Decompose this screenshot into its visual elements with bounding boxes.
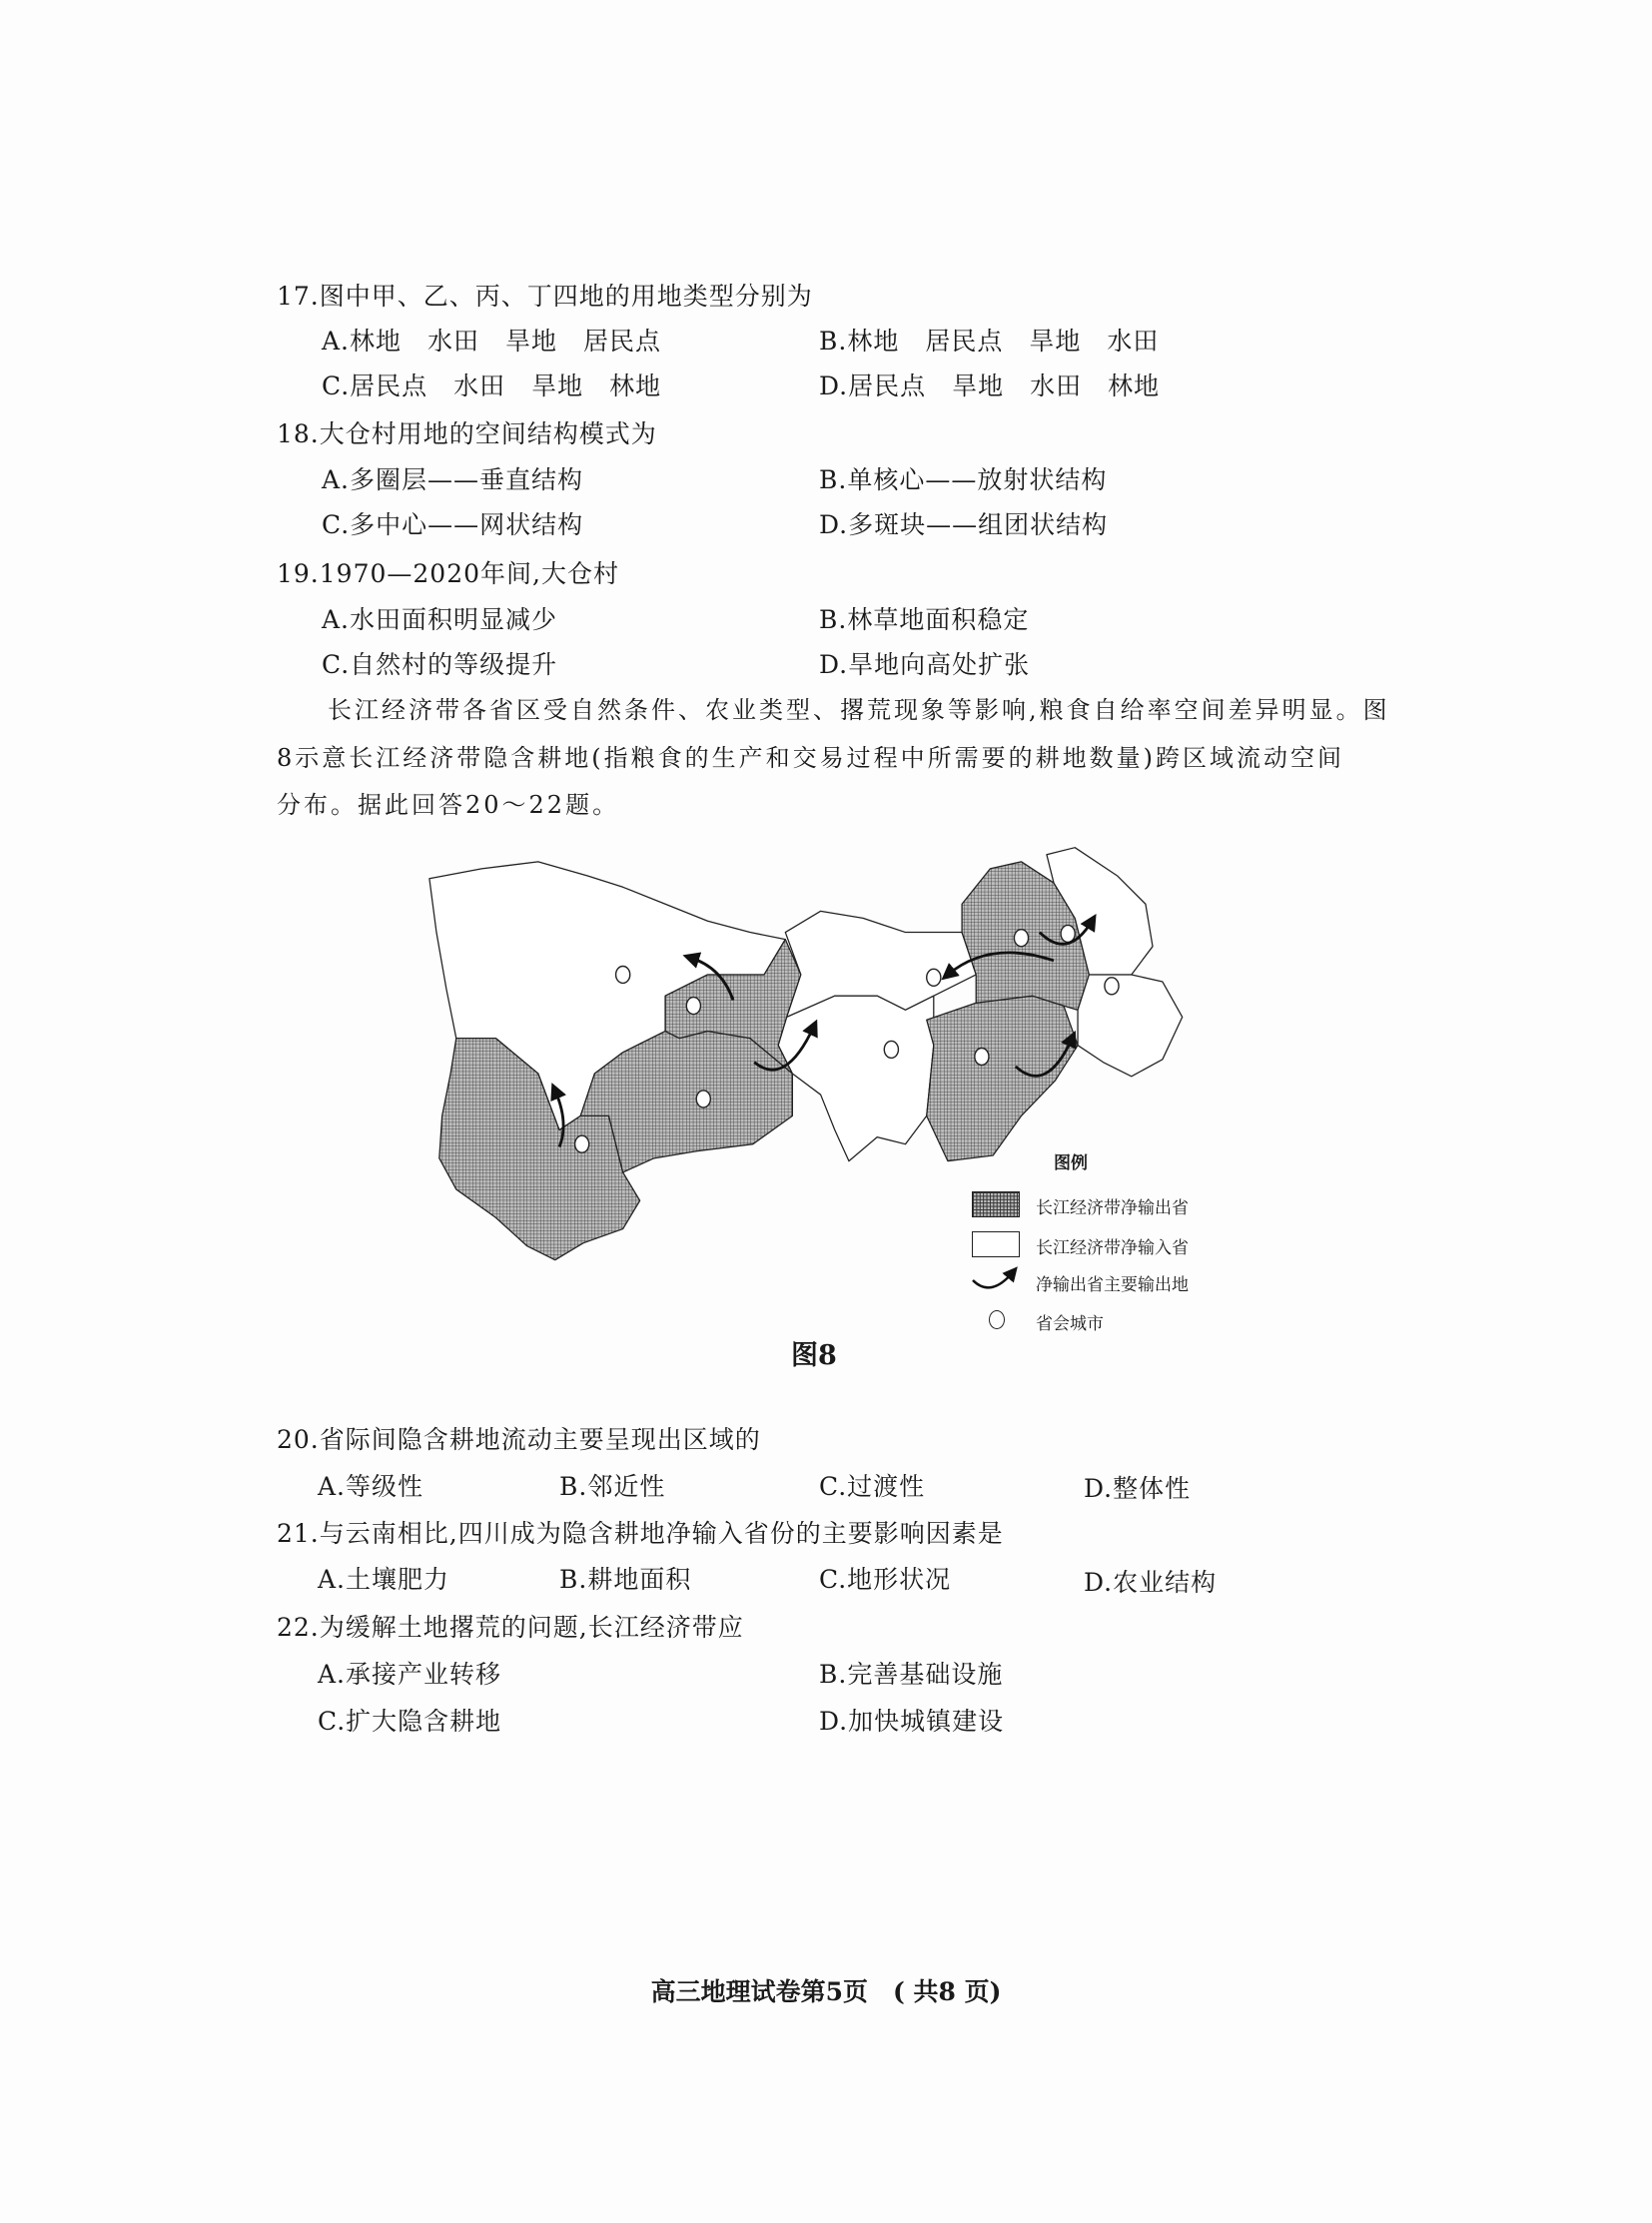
question-17-stem: 17.图中甲、乙、丙、丁四地的用地类型分别为 bbox=[277, 282, 813, 311]
capital-city-marker bbox=[1061, 925, 1075, 942]
question-19-option-d: D.旱地向高处扩张 bbox=[819, 650, 1031, 679]
province-zhejiang-shanghai bbox=[1078, 975, 1183, 1077]
passage-line-3: 分布。据此回答20～22题。 bbox=[277, 791, 620, 819]
question-18-option-a: A.多圈层——垂直结构 bbox=[322, 465, 584, 494]
capital-city-marker bbox=[616, 966, 630, 983]
question-22-option-a: A.承接产业转移 bbox=[318, 1660, 502, 1689]
question-22-option-c: C.扩大隐含耕地 bbox=[318, 1707, 502, 1736]
question-20-option-a: A.等级性 bbox=[318, 1472, 424, 1501]
question-21-option-c: C.地形状况 bbox=[819, 1565, 952, 1594]
capital-city-marker bbox=[1105, 978, 1119, 995]
legend-swatch-net-import bbox=[972, 1231, 1020, 1257]
question-19-option-c: C.自然村的等级提升 bbox=[322, 650, 558, 679]
question-22-stem: 22.为缓解土地撂荒的问题,长江经济带应 bbox=[277, 1613, 744, 1642]
question-22-option-d: D.加快城镇建设 bbox=[819, 1707, 1005, 1736]
question-18-option-b: B.单核心——放射状结构 bbox=[819, 465, 1108, 494]
question-18-stem: 18.大仓村用地的空间结构模式为 bbox=[277, 419, 657, 448]
legend-label-capital-city: 省会城市 bbox=[1036, 1314, 1104, 1334]
question-18-option-d: D.多斑块——组团状结构 bbox=[819, 510, 1109, 539]
capital-city-marker bbox=[1014, 930, 1028, 947]
legend-title: 图例 bbox=[1054, 1153, 1088, 1173]
question-19-option-a: A.水田面积明显减少 bbox=[322, 605, 558, 634]
question-20-option-d: D.整体性 bbox=[1084, 1474, 1192, 1503]
question-21-option-d: D.农业结构 bbox=[1084, 1568, 1218, 1597]
question-21-stem: 21.与云南相比,四川成为隐含耕地净输入省份的主要影响因素是 bbox=[277, 1519, 1004, 1548]
province-jiangxi bbox=[927, 996, 1078, 1160]
legend-label-net-export: 长江经济带净输出省 bbox=[1036, 1198, 1189, 1218]
question-21-option-b: B.耕地面积 bbox=[559, 1565, 692, 1594]
capital-city-marker bbox=[884, 1041, 898, 1058]
question-18-option-c: C.多中心——网状结构 bbox=[322, 510, 584, 539]
legend-swatch-net-export bbox=[972, 1191, 1020, 1217]
question-22-option-b: B.完善基础设施 bbox=[819, 1660, 1004, 1689]
question-19-option-b: B.林草地面积稳定 bbox=[819, 605, 1030, 634]
capital-city-marker bbox=[686, 998, 700, 1015]
question-17-option-d: D.居民点 旱地 水田 林地 bbox=[819, 371, 1161, 400]
capital-city-marker bbox=[696, 1091, 710, 1108]
passage-line-2: 8示意长江经济带隐含耕地(指粮食的生产和交易过程中所需要的耕地数量)跨区域流动空间 bbox=[277, 744, 1344, 772]
question-20-option-b: B.邻近性 bbox=[559, 1472, 666, 1501]
legend-circle-icon bbox=[989, 1310, 1005, 1329]
figure-caption: 图8 bbox=[791, 1340, 837, 1371]
question-17-option-b: B.林地 居民点 旱地 水田 bbox=[819, 327, 1160, 356]
legend-label-net-import: 长江经济带净输入省 bbox=[1036, 1238, 1189, 1258]
passage-line-1: 长江经济带各省区受自然条件、农业类型、撂荒现象等影响,粮食自给率空间差异明显。图 bbox=[328, 696, 1390, 724]
question-21-option-a: A.土壤肥力 bbox=[318, 1565, 450, 1594]
page-footer: 高三地理试卷第5页 ( 共8 页) bbox=[650, 1977, 1002, 2006]
question-17-option-c: C.居民点 水田 旱地 林地 bbox=[322, 371, 662, 400]
capital-city-marker bbox=[575, 1135, 589, 1152]
capital-city-marker bbox=[927, 969, 941, 986]
legend-arrow-icon bbox=[969, 1266, 1021, 1296]
capital-city-marker bbox=[975, 1049, 989, 1066]
question-17-option-a: A.林地 水田 旱地 居民点 bbox=[322, 327, 662, 356]
question-20-stem: 20.省际间隐含耕地流动主要呈现出区域的 bbox=[277, 1425, 761, 1454]
legend-label-export-destination: 净输出省主要输出地 bbox=[1036, 1275, 1189, 1295]
question-19-stem: 19.1970—2020年间,大仓村 bbox=[277, 559, 619, 588]
province-hunan bbox=[778, 996, 934, 1160]
question-20-option-c: C.过渡性 bbox=[819, 1472, 926, 1501]
